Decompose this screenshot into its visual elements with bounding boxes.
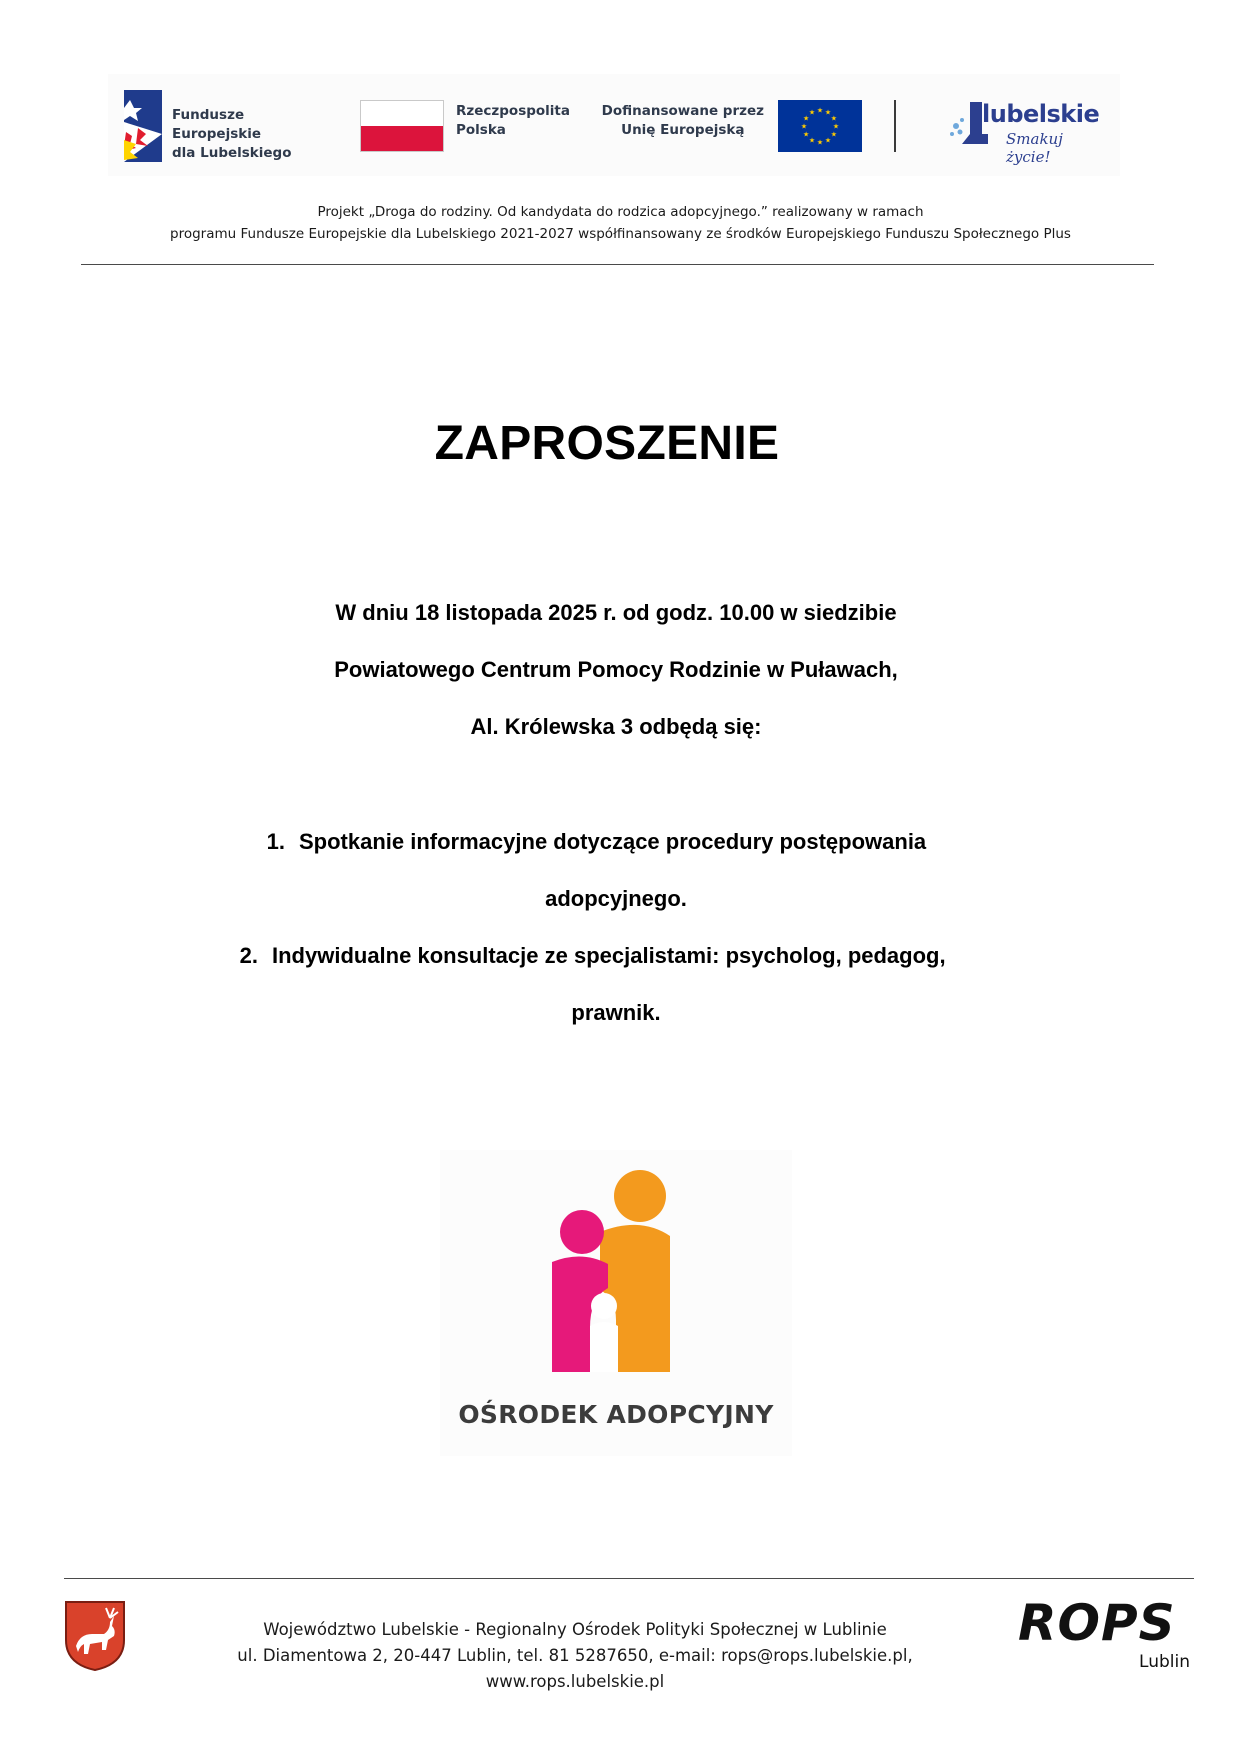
eu-line-1: Dofinansowane przez — [601, 103, 764, 119]
rops-logo — [1018, 1594, 1198, 1674]
family-figures-icon — [440, 1150, 792, 1400]
rops-city: Lublin — [1139, 1652, 1190, 1672]
poland-logo — [360, 100, 590, 152]
footer-divider — [64, 1578, 1194, 1579]
poland-flag-icon — [360, 100, 444, 152]
header-divider — [81, 264, 1154, 265]
eu-star-icon: ★ — [830, 131, 838, 139]
intro-line-1: W dniu 18 listopada 2025 r. od godz. 10.00 w siedzibie — [335, 600, 897, 625]
poland-line-2: Polska — [456, 122, 506, 138]
adoption-center-label: OŚRODEK ADOPCYJNY — [458, 1400, 774, 1429]
lubelskie-word: lubelskie — [982, 100, 1100, 128]
funds-line-1: Fundusze Europejskie — [172, 107, 262, 142]
eu-star-icon: ★ — [802, 131, 810, 139]
list-item-2-continuation: prawnik. — [571, 1000, 661, 1025]
eu-star-icon: ★ — [808, 109, 816, 117]
list-item-number: 2. — [239, 943, 258, 968]
eu-star-icon: ★ — [802, 115, 810, 123]
project-line-1: Projekt „Droga do rodziny. Od kandydata do rodzica adopcyjnego.” realizowany w ramach — [317, 204, 924, 220]
poland-logo-text — [456, 102, 570, 140]
project-line-2: programu Fundusze Europejskie dla Lubelskiego 2021-2027 współfinansowany ze środków Europejskiego Funduszu Społecznego Plus — [170, 226, 1071, 242]
footer-line-1: Województwo Lubelskie - Regionalny Ośrodek Polityki Społecznej w Lublinie — [263, 1620, 887, 1639]
funds-logo-text — [172, 106, 314, 163]
eu-line-2: Unię Europejską — [621, 122, 745, 138]
logo-divider — [894, 100, 896, 152]
funds-logo — [124, 88, 314, 164]
eu-star-icon: ★ — [800, 123, 808, 131]
eu-star-icon: ★ — [816, 139, 824, 147]
eu-logo — [592, 100, 862, 152]
eu-star-icon: ★ — [824, 109, 832, 117]
funds-line-2: dla Lubelskiego — [172, 145, 292, 161]
intro-line-2: Powiatowego Centrum Pomocy Rodzinie w Puławach, — [334, 657, 898, 682]
funds-emblem-icon — [124, 88, 164, 164]
list-item-text: Indywidualne konsultacje ze specjalistami: psycholog, pedagog, — [272, 943, 946, 968]
logo-strip — [108, 74, 1120, 176]
poland-line-1: Rzeczpospolita — [456, 103, 570, 119]
intro-line-3: Al. Królewska 3 odbędą się: — [470, 714, 762, 739]
eu-star-icon: ★ — [830, 115, 838, 123]
eu-flag-icon — [778, 100, 862, 152]
eu-star-icon: ★ — [832, 123, 840, 131]
eu-star-icon: ★ — [816, 107, 824, 115]
coat-of-arms-icon — [64, 1600, 126, 1672]
adoption-center-logo — [440, 1150, 792, 1456]
list-item-1-continuation: adopcyjnego. — [545, 886, 687, 911]
eu-logo-text — [602, 102, 764, 140]
list-item-2 — [239, 943, 946, 969]
eu-star-icon: ★ — [824, 137, 832, 145]
footer-website: www.rops.lubelskie.pl — [485, 1672, 665, 1691]
page-title: ZAPROSZENIE — [434, 417, 780, 470]
list-item-text: Spotkanie informacyjne dotyczące procedury postępowania — [299, 829, 927, 854]
list-item-1 — [266, 829, 927, 855]
footer-line-2: ul. Diamentowa 2, 20-447 Lublin, tel. 81 5287650, e-mail: rops@rops.lubelskie.pl, — [237, 1646, 913, 1665]
lubelskie-logo — [948, 96, 1108, 166]
list-item-number: 1. — [266, 829, 285, 854]
lubelskie-slogan: Smakuj życie! — [1006, 130, 1063, 166]
rops-word: ROPS — [1018, 1594, 1176, 1652]
eu-star-icon: ★ — [808, 137, 816, 145]
